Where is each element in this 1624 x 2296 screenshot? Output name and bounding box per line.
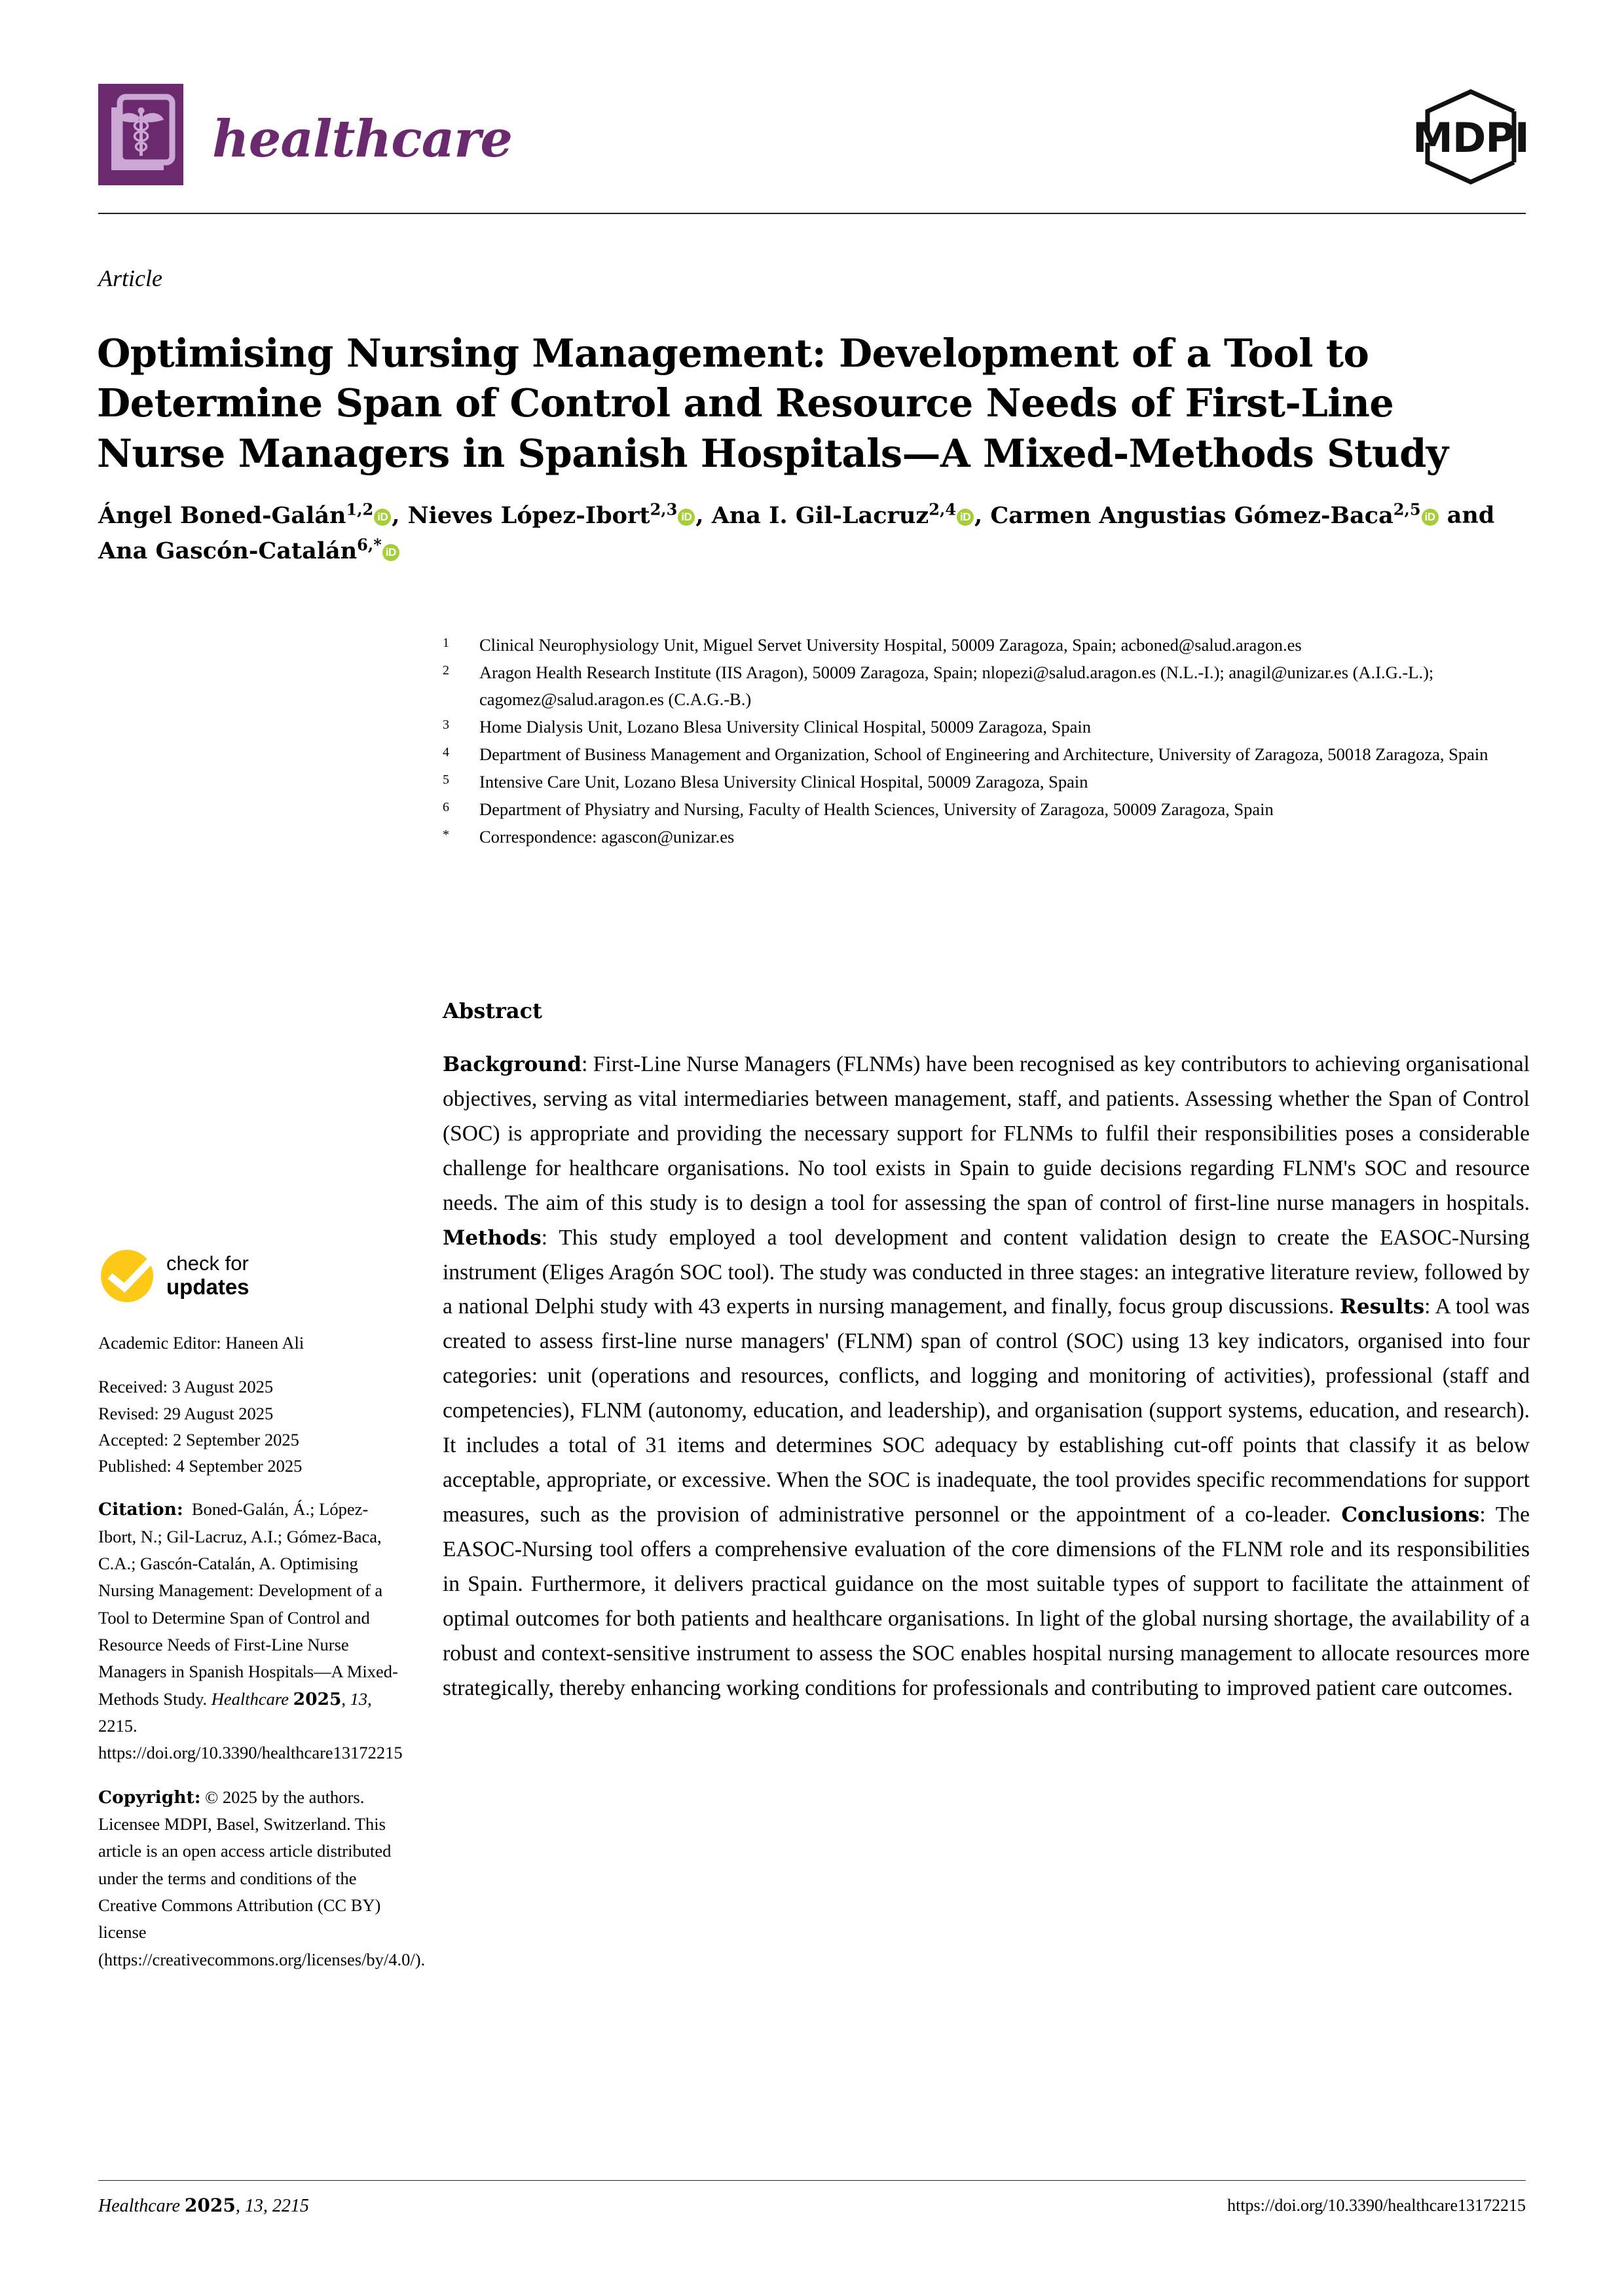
check-for-updates-label: [166, 1252, 249, 1300]
author-affil-marks: 2,5: [1393, 500, 1421, 519]
abstract-section-conclusions: : The EASOC-Nursing tool offers a comprehensive evaluation of the core dimensions of the FLNM role and its responsibilities in Spain. Furthermore, it delivers practical guidance on the most suitable types of support to facilitate the attainment of optimal outcomes for both patients and healthcare organisations. In light of the global nursing shortage, the availability of a robust and context-sensitive instrument to assess the SOC enables hospital nursing management to allocate resources more strategically, thereby enhancing working conditions for professionals and contributing to improved patient care outcomes.: [443, 1502, 1530, 1700]
footer-divider: [98, 2180, 1526, 2181]
author-affil-marks: 1,2: [346, 500, 374, 519]
author-separator: ,: [974, 501, 991, 529]
correspondence-item: [443, 824, 1530, 850]
copyright-block: [98, 1784, 426, 1973]
author-affil-marks: 2,4: [929, 500, 957, 519]
affiliation-text: Clinical Neurophysiology Unit, Miguel Servet University Hospital, 50009 Zaragoza, Spain; acboned@salud.aragon.es: [479, 635, 1302, 655]
page-title: Optimising Nursing Management: Development of a Tool to Determine Span of Control and Resource Needs of First-Line Nurse Managers in Spanish Hospitals—A Mixed-Methods Study: [97, 330, 1449, 476]
affiliation-number: 5: [443, 773, 449, 788]
correspondence-text: Correspondence: agascon@unizar.es: [479, 827, 735, 847]
mdpi-hexagon-logo-icon[interactable]: [1416, 88, 1526, 186]
author-list: [98, 498, 1532, 568]
author-entry[interactable]: [408, 502, 696, 529]
affiliation-item: [443, 659, 1530, 713]
affiliation-number: 3: [443, 718, 449, 733]
citation-pages: 2215: [98, 1716, 133, 1736]
author-name: Ana Gascón-Catalán: [98, 537, 358, 564]
affiliation-number: 4: [443, 745, 449, 760]
author-separator: ,: [695, 501, 712, 529]
academic-editor: Academic Editor: Haneen Ali: [98, 1333, 304, 1353]
check-for-updates-badge[interactable]: [98, 1247, 406, 1305]
author-name: Ángel Boned-Galán: [98, 501, 346, 529]
citation-doi-link[interactable]: https://doi.org/10.3390/healthcare13172215: [98, 1743, 403, 1763]
footer-year: 2025: [184, 2195, 236, 2216]
copyright-text: © 2025 by the authors. Licensee MDPI, Basel, Switzerland. This article is an open access article distributed under the terms and conditions of the Creative Commons Attribution (CC BY) license (https://creativecommons.org/licenses/by/4.0/).: [98, 1787, 426, 1969]
abstract-section-background: : First-Line Nurse Managers (FLNMs) have been recognised as key contributors to achieving organisational objectives, serving as vital intermediaries between management, staff, and patients. Assessing whether the Span of Control (SOC) is appropriate and providing the necessary support for FLNMs to fulfil their responsibilities poses a considerable challenge for healthcare organisations. No tool exists in Spain to guide decisions regarding FLNM's SOC and resource needs. The aim of this study is to design a tool for assessing the span of control of first-line nurse managers in hospitals.: [443, 1052, 1530, 1215]
article-metadata-sidebar: [98, 1247, 426, 1990]
abstract-text: [443, 1048, 1530, 1706]
abstract-section-results: : A tool was created to assess first-line nurse managers' (FLNM) span of control (SOC) using 13 key indicators, organised into four categories: unit (operations and resources, conflicts, and logging and monitoring of activities), professional (staff and competencies), FLNM (autonomy, education, and leadership), and organisation (support systems, education, and research). It includes a total of 31 items and determines SOC adequacy by establishing cut-off points that classify it as below acceptable, appropriate, or excessive. When the SOC is inadequate, the tool provides specific recommendations for support measures, such as the provision of administrative personnel or the appointment of a co-leader.: [443, 1294, 1530, 1527]
footer-volume: 13: [244, 2196, 263, 2216]
orcid-icon[interactable]: iD: [382, 544, 399, 561]
author-entry[interactable]: [990, 502, 1439, 529]
copyright-label: Copyright:: [98, 1787, 201, 1808]
svg-text:MDPI: MDPI: [1416, 114, 1526, 162]
abstract-label-methods: Methods: [443, 1226, 542, 1250]
author-entry[interactable]: [98, 502, 392, 529]
affiliation-text: Aragon Health Research Institute (IIS Aragon), 50009 Zaragoza, Spain; nlopezi@salud.aragon.es (N.L.-I.); anagil@unizar.es (A.I.G.-L.); cagomez@salud.aragon.es (C.A.G.-B.): [479, 663, 1434, 710]
check-for-updates-line2: updates: [166, 1274, 249, 1299]
affiliation-text: Home Dialysis Unit, Lozano Blesa University Clinical Hospital, 50009 Zaragoza, Spain: [479, 717, 1091, 737]
author-separator: and: [1439, 501, 1495, 529]
footer-doi-link[interactable]: https://doi.org/10.3390/healthcare13172215: [1227, 2196, 1526, 2215]
affiliation-item: [443, 741, 1530, 768]
author-name: Carmen Angustias Gómez-Baca: [990, 501, 1393, 529]
journal-name: healthcare: [212, 109, 512, 169]
publication-dates: [98, 1374, 406, 1479]
check-for-updates-line1: check for: [166, 1252, 249, 1275]
affiliation-text: Intensive Care Unit, Lozano Blesa University Clinical Hospital, 50009 Zaragoza, Spain: [479, 772, 1088, 792]
citation-year: 2025: [293, 1688, 342, 1709]
affiliation-item: [443, 632, 1530, 659]
date-accepted: Accepted: 2 September 2025: [98, 1429, 299, 1449]
citation-block: Citation: Boned-Galán, Á.; López-Ibort, N.; Gil-Lacruz, A.I.; Gómez-Baca, C.A.; Gascón-Catalán, A. Optimising Nursing Management: Development of a Tool to Determine Span of Control and Resource Needs of First-Line Nurse Managers in Spanish Hospitals—A Mixed-Methods Study. Healthcare 2025, 13, 2215. https://doi.org/10.3390/healthcare13172215: [98, 1499, 403, 1763]
citation-journal: Healthcare: [211, 1688, 289, 1709]
affiliation-number: 1: [443, 636, 449, 650]
correspondence-marker: *: [443, 828, 449, 843]
affiliation-number: 6: [443, 800, 449, 815]
author-affil-marks: 6,*: [357, 535, 382, 555]
affiliation-item: [443, 796, 1530, 823]
abstract-label-results: Results: [1340, 1295, 1425, 1319]
abstract-section-methods: : This study employed a tool development and content validation design to create the EASOC-Nursing instrument (Eliges Aragón SOC tool). The study was conducted in three stages: an integrative literature review, followed by a national Delphi study with 43 experts in nursing management, and finally, focus group discussions.: [443, 1225, 1530, 1319]
date-revised: Revised: 29 August 2025: [98, 1403, 274, 1423]
author-entry[interactable]: [712, 502, 974, 529]
citation-authors: Boned-Galán, Á.; López-Ibort, N.; Gil-Lacruz, A.I.; Gómez-Baca, C.A.; Gascón-Catalán, A.: [98, 1499, 382, 1574]
author-separator: ,: [392, 501, 408, 529]
citation-volume: 13: [350, 1688, 368, 1709]
affiliation-text: Department of Physiatry and Nursing, Faculty of Health Sciences, University of Zaragoza, 50009 Zaragoza, Spain: [479, 799, 1274, 820]
masthead: [98, 84, 1526, 189]
citation-label: Citation:: [98, 1499, 183, 1520]
orcid-icon[interactable]: iD: [1422, 509, 1439, 526]
author-affil-marks: 2,3: [650, 500, 678, 519]
affiliation-item: [443, 769, 1530, 795]
orcid-icon[interactable]: iD: [374, 509, 391, 526]
date-published: Published: 4 September 2025: [98, 1456, 303, 1476]
author-entry[interactable]: [98, 535, 400, 564]
author-name: Nieves López-Ibort: [407, 501, 650, 529]
check-for-updates-badge-icon: [98, 1247, 156, 1305]
citation-title: Optimising Nursing Management: Development of a Tool to Determine Span of Control and Resource Needs of First-Line Nurse Managers in Spanish Hospitals—A Mixed-Methods Study.: [98, 1554, 398, 1709]
abstract-label-conclusions: Conclusions: [1341, 1503, 1480, 1527]
abstract-label-background: Background: [443, 1053, 582, 1076]
journal-logo[interactable]: [98, 84, 512, 185]
author-name: Ana I. Gil-Lacruz: [711, 501, 929, 529]
abstract-heading: Abstract: [443, 998, 542, 1023]
affiliation-number: 2: [443, 663, 449, 678]
affiliations-list: [443, 632, 1530, 852]
affiliation-item: [443, 714, 1530, 740]
footer-journal: Healthcare: [98, 2196, 180, 2216]
orcid-icon[interactable]: iD: [957, 509, 974, 526]
affiliation-text: Department of Business Management and Organization, School of Engineering and Architecture, University of Zaragoza, 50018 Zaragoza, Spain: [479, 744, 1488, 765]
footer-citation: Healthcare 2025, 13, 2215: [98, 2195, 309, 2216]
date-received: Received: 3 August 2025: [98, 1377, 274, 1397]
orcid-icon[interactable]: iD: [678, 509, 695, 526]
header-divider: [98, 213, 1526, 214]
healthcare-journal-logo-icon: [98, 84, 183, 185]
footer-pages: 2215: [272, 2196, 309, 2216]
article-type: Article: [98, 265, 162, 291]
